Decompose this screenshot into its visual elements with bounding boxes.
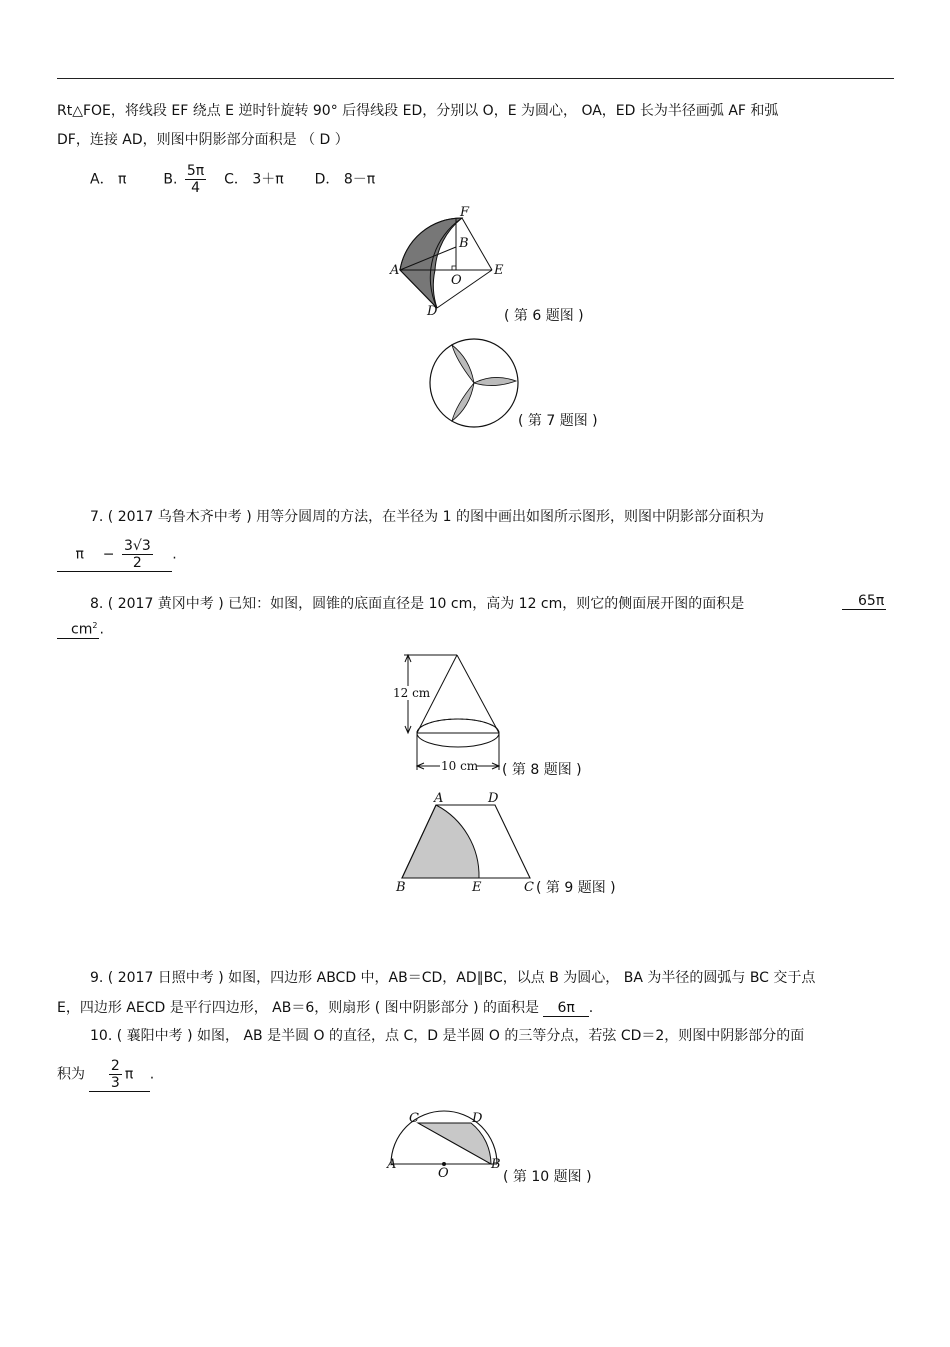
option-a: A． π (90, 171, 127, 188)
q7-answer (57, 538, 172, 572)
figure-6-caption: ( 第 6 题图 ) (504, 308, 584, 324)
fig9-label-e: E (472, 880, 482, 895)
q9-line2 (57, 997, 593, 1017)
option-b-prefix: B. (163, 171, 178, 188)
q8-unit-sup: 2 (92, 621, 98, 630)
fig9-label-a: A (434, 791, 444, 806)
fig6-right-angle (452, 266, 456, 270)
fig6-label-e: E (494, 263, 504, 278)
option-c: C． 3＋π (224, 171, 284, 188)
fig6-label-b: B (459, 236, 469, 251)
fig10-label-a: A (387, 1157, 397, 1172)
figure-9 (392, 790, 542, 895)
q8-answer-value: 65π (858, 593, 885, 609)
q8-end: . (99, 621, 104, 638)
fig10-label-o: O (438, 1166, 449, 1181)
q10-answer-pi: π (124, 1066, 134, 1083)
q8-answer-line1 (842, 593, 886, 610)
q7-answer-line (57, 538, 177, 572)
q9-answer-value: 6π (557, 1000, 575, 1016)
figure-8 (390, 650, 510, 775)
q10-line1: 10. ( 襄阳中考 ) 如图， AB 是半圆 O 的直径，点 C，D 是半圆 O 的三等分点，若弦 CD＝2，则图中阴影部分的面 (90, 1028, 805, 1044)
fig8-height-label: 12 cm (393, 686, 431, 700)
fig9-label-c: C (524, 880, 534, 895)
figure-6 (380, 205, 520, 320)
q10-line2 (57, 1058, 154, 1092)
figure-10-caption: ( 第 10 题图 ) (503, 1169, 592, 1185)
q9-end: . (588, 1000, 594, 1016)
q9-line1: 9. ( 2017 日照中考 ) 如图，四边形 ABCD 中，AB＝CD，AD∥BC，以点 B 为圆心， BA 为半径的圆弧与 BC 交于点 (90, 970, 816, 986)
header-rule (57, 78, 894, 79)
q8-answer-cont (57, 621, 99, 639)
fig9-sector (402, 805, 479, 878)
fig6-label-f: F (460, 205, 470, 220)
q10-end: . (149, 1066, 155, 1083)
q7-end: . (172, 546, 177, 563)
q7-answer-denominator: 2 (132, 555, 142, 571)
q10-prefix: 积为 (57, 1066, 85, 1083)
q7-answer-minus: − (102, 546, 115, 563)
q10-answer-numerator: 2 (110, 1058, 120, 1074)
q7-answer-fraction (122, 538, 153, 571)
q10-answer-fraction (109, 1058, 122, 1091)
q6-options (90, 163, 375, 196)
option-b-denominator: 4 (191, 180, 201, 196)
fig7-petal-right (474, 377, 516, 385)
q8-text: 8. ( 2017 黄冈中考 ) 已知：如图，圆锥的底面直径是 10 cm，高为 12 cm，则它的侧面展开图的面积是 (90, 596, 745, 612)
q10-answer-denominator: 3 (110, 1075, 120, 1091)
q8-answer (842, 593, 886, 610)
fig8-base-hidden (417, 719, 499, 733)
fig7-petal-bottom (452, 383, 474, 421)
figure-8-caption: ( 第 8 题图 ) (502, 762, 582, 778)
q9-line2-text: E，四边形 AECD 是平行四边形， AB＝6，则扇形 ( 图中阴影部分 ) 的面积是 (57, 1000, 539, 1016)
q8-answer-line2 (57, 621, 104, 639)
figure-7-caption: ( 第 7 题图 ) (518, 413, 598, 429)
fig10-label-b: B (491, 1157, 501, 1172)
figure-10 (385, 1110, 510, 1180)
q9-answer (543, 1000, 588, 1017)
option-b-numerator: 5π (186, 163, 205, 179)
q7-answer-pi: π (75, 546, 84, 563)
fig6-label-o: O (451, 273, 462, 288)
fig9-label-b: B (396, 880, 406, 895)
fig6-line-de (437, 270, 492, 308)
q7-answer-numerator: 3√3 (123, 538, 151, 554)
figure-7 (428, 337, 520, 429)
q7-text: 7. ( 2017 乌鲁木齐中考 ) 用等分圆周的方法，在半径为 1 的图中画出如图所示图形，则图中阴影部分面积为 (90, 509, 764, 525)
q6-line2: DF，连接 AD，则图中阴影部分面积是 （ D ） (57, 132, 349, 148)
q6-line1: Rt△FOE，将线段 EF 绕点 E 逆时针旋转 90° 后得线段 ED，分别以 O，E 为圆心， OA，ED 长为半径画弧 AF 和弧 (57, 103, 779, 119)
q10-answer (89, 1058, 149, 1092)
fig10-label-c: C (409, 1111, 419, 1126)
q8-unit: cm (71, 621, 93, 638)
fig8-slant-right (457, 655, 499, 733)
option-d: D． 8－π (314, 171, 376, 188)
option-b-fraction (185, 163, 206, 196)
fig6-label-a: A (390, 263, 400, 278)
fig10-label-d: D (472, 1111, 483, 1126)
figure-9-caption: ( 第 9 题图 ) (536, 880, 616, 896)
fig7-petal-top (452, 345, 474, 383)
fig9-label-d: D (488, 791, 499, 806)
fig6-label-d: D (427, 304, 438, 319)
fig8-diameter-label: 10 cm (441, 759, 479, 773)
